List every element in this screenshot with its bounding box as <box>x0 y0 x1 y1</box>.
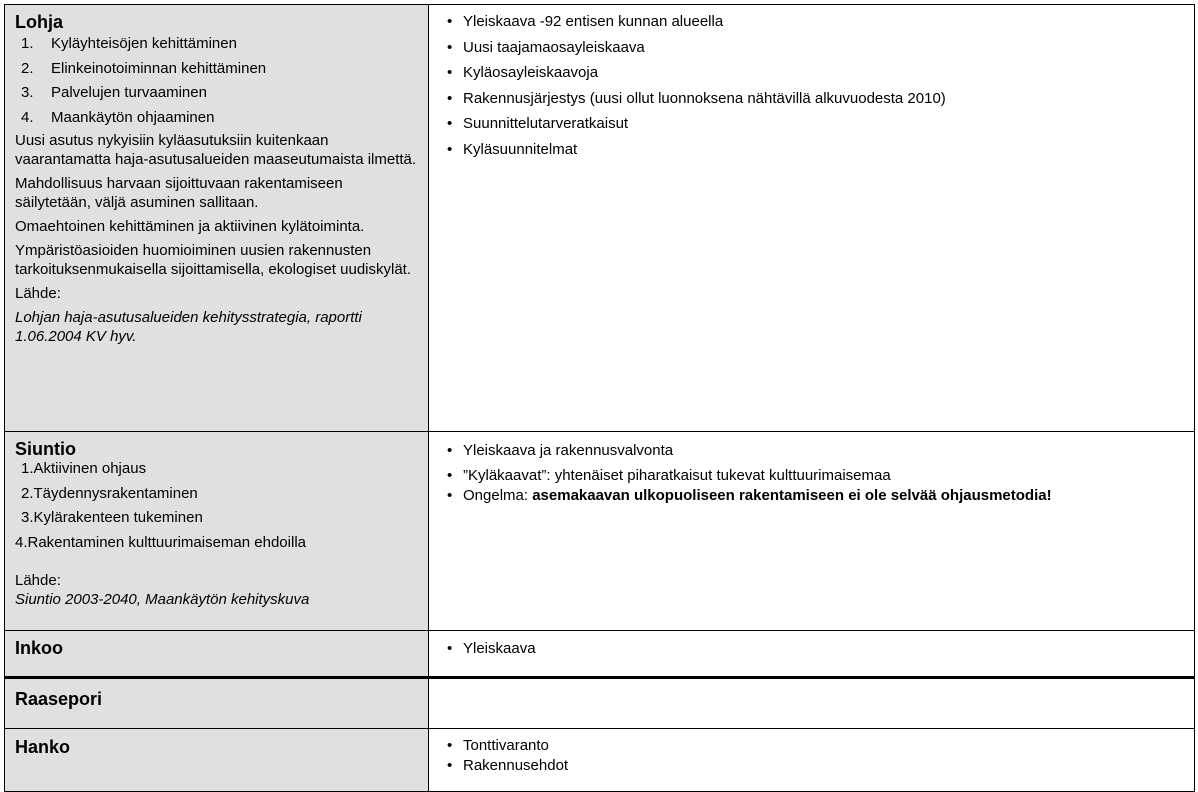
bullet-icon: • <box>447 737 453 754</box>
hanko-tools-cell <box>429 729 1195 792</box>
bullet-icon: • <box>447 38 453 56</box>
numbered-item: 1.Aktiivinen ohjaus <box>21 460 147 477</box>
lohja-goals-cell <box>5 5 429 432</box>
bullet-icon: • <box>447 467 453 484</box>
list-item: • Uusi taajamaosayleiskaava <box>447 38 645 56</box>
paragraph: Ympäristöasioiden huomioiminen uusien rakennusten tarkoituksenmukaisella sijoittamisella, ekologiset uudiskylät. <box>15 241 412 278</box>
source-citation: Lohjan haja-asutusalueiden kehitysstrategia, raportti 1.06.2004 KV hyv. <box>15 308 362 345</box>
inkoo-goals-cell <box>5 631 429 678</box>
list-item: • Kyläsuunnitelmat <box>447 140 578 158</box>
raasepori-tools-cell <box>429 678 1195 729</box>
numbered-item: 3.Kylärakenteen tukeminen <box>21 509 203 526</box>
table-row-lohja <box>5 5 1195 432</box>
bullet-list <box>446 442 1194 504</box>
list-item: • Kyläosayleiskaavoja <box>447 64 599 81</box>
bullet-list <box>446 13 1194 158</box>
table-row-hanko <box>5 729 1195 792</box>
raasepori-goals-cell <box>5 678 429 729</box>
bullet-icon: • <box>447 487 453 504</box>
bullet-icon: • <box>447 89 453 107</box>
paragraph: Mahdollisuus harvaan sijoittuvaan rakentamiseen säilytetään, väljä asuminen sallitaan. <box>15 174 343 211</box>
numbered-item: 3. Palvelujen turvaaminen <box>21 84 207 101</box>
municipality-name: Lohja <box>15 12 63 32</box>
list-item: • Rakennusjärjestys (uusi ollut luonnoksena nähtävillä alkuvuodesta 2010) <box>447 89 946 107</box>
source-label: Lähde: <box>15 284 61 302</box>
source-citation: Siuntio 2003-2040, Maankäytön kehityskuva <box>15 590 310 608</box>
lohja-tools-cell <box>429 5 1195 432</box>
numbered-item: 1. Kyläyhteisöjen kehittäminen <box>21 35 237 52</box>
list-item: • Tonttivaranto <box>447 737 549 754</box>
municipality-name: Siuntio <box>15 439 76 459</box>
list-item: • Rakennusehdot <box>447 757 569 774</box>
numbered-item: 4. Maankäytön ohjaaminen <box>21 108 215 126</box>
siuntio-goals-cell <box>5 432 429 631</box>
bullet-icon: • <box>447 757 453 774</box>
bullet-list <box>446 640 1194 657</box>
municipality-table <box>4 4 1195 792</box>
paragraph: Omaehtoinen kehittäminen ja aktiivinen kylätoiminta. <box>15 217 365 235</box>
list-item: • Ongelma: asemakaavan ulkopuoliseen rakentamiseen ei ole selvää ohjausmetodia! <box>447 487 1052 504</box>
list-item: • Yleiskaava <box>447 640 536 657</box>
paragraph: Uusi asutus nykyisiin kyläasutuksiin kuitenkaan vaarantamatta haja-asutusalueiden maaseutumaista ilmettä. <box>15 131 417 168</box>
table-row-siuntio <box>5 432 1195 631</box>
numbered-item: 2. Elinkeinotoiminnan kehittäminen <box>21 59 267 77</box>
municipality-name: Inkoo <box>15 638 63 658</box>
source-label: Lähde: <box>15 571 61 589</box>
numbered-item: 4.Rakentaminen kulttuurimaiseman ehdoilla <box>15 533 306 551</box>
municipality-name: Hanko <box>15 737 71 757</box>
list-item: • Yleiskaava ja rakennusvalvonta <box>447 442 674 459</box>
bullet-icon: • <box>447 13 453 30</box>
bullet-icon: • <box>447 64 453 81</box>
bullet-icon: • <box>447 115 453 132</box>
problem-statement: asemakaavan ulkopuoliseen rakentamiseen ei ole selvää ohjausmetodia! <box>532 487 1052 504</box>
table-row-inkoo <box>5 631 1195 678</box>
bullet-list <box>446 737 1194 774</box>
bullet-icon: • <box>447 140 453 158</box>
bullet-icon: • <box>447 442 453 459</box>
list-item: • Suunnittelutarveratkaisut <box>447 115 629 132</box>
list-item: • ”Kyläkaavat”: yhtenäiset piharatkaisut tukevat kulttuurimaisemaa <box>447 467 891 484</box>
siuntio-tools-cell <box>429 432 1195 631</box>
numbered-item: 2.Täydennysrakentaminen <box>21 484 198 502</box>
hanko-goals-cell <box>5 729 429 792</box>
bullet-icon: • <box>447 640 453 657</box>
inkoo-tools-cell <box>429 631 1195 678</box>
table-row-raasepori <box>5 678 1195 729</box>
list-item: • Yleiskaava -92 entisen kunnan alueella <box>447 13 724 30</box>
municipality-name: Raasepori <box>15 689 103 709</box>
